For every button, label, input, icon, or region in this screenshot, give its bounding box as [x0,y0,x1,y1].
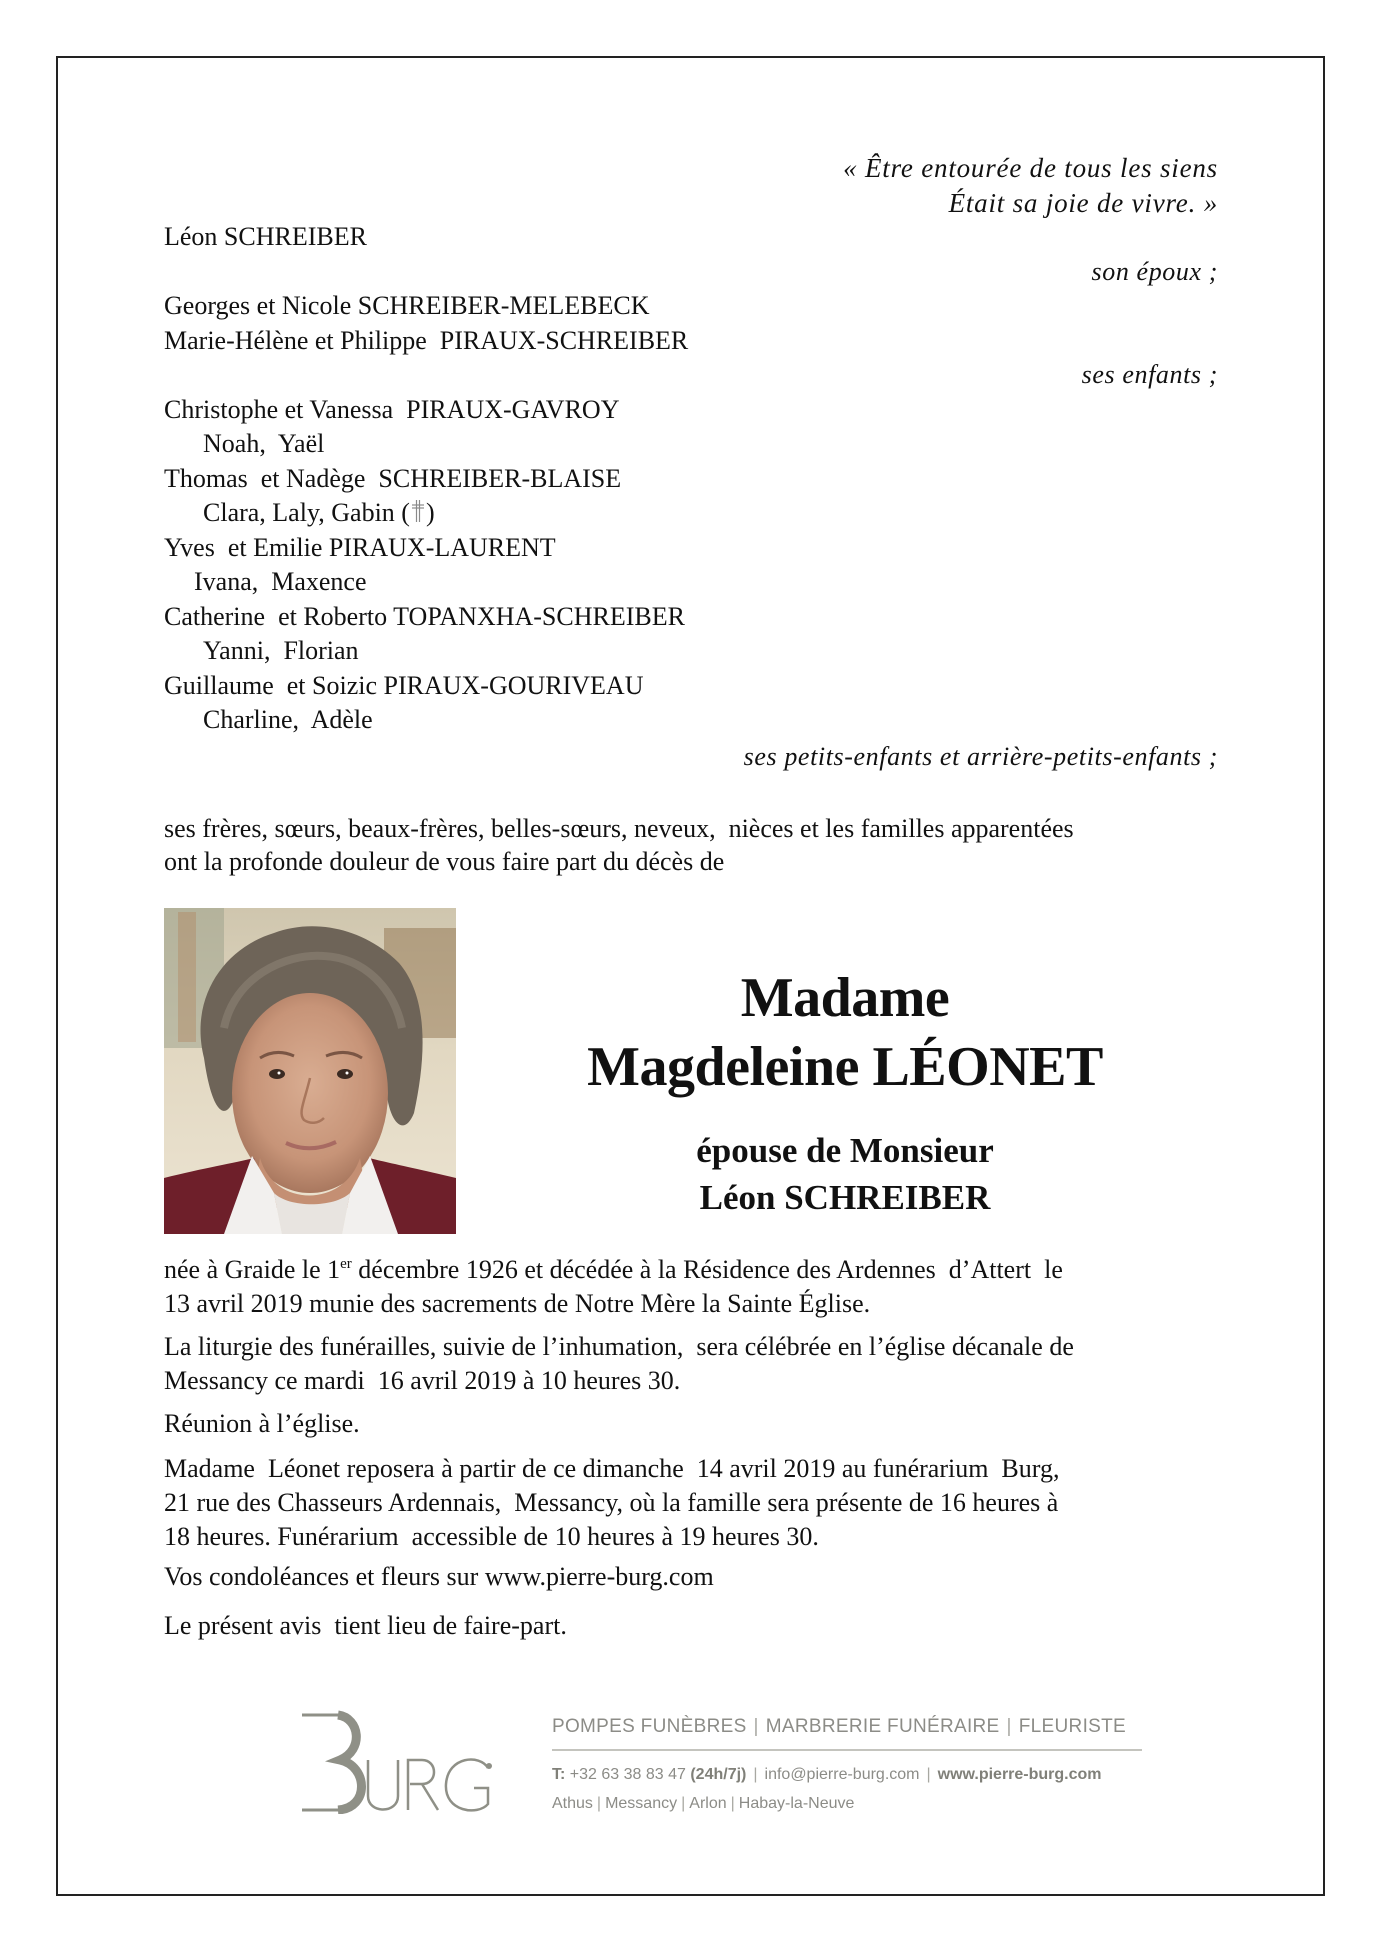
notice-line: Le présent avis tient lieu de faire-part. [164,1611,567,1640]
deceased-relation: épouse de Monsieur [696,1131,994,1170]
funeral-line-1: La liturgie des funérailles, suivie de l’inhumation, sera célébrée en l’église décanale de [164,1332,1074,1361]
deceased-title: Madame [740,967,950,1029]
ordinal-suffix: er [340,1256,352,1272]
grandchild-parents: Thomas et Nadège SCHREIBER-BLAISE [164,463,622,493]
location: Athus [552,1795,593,1812]
grandchildren-role: ses petits-enfants et arrière-petits-enfants ; [743,742,1218,771]
quote-line-2: Était sa joie de vivre. » [948,187,1218,218]
phone-label: T: [552,1766,566,1783]
grandchild-parents: Guillaume et Soizic PIRAUX-GOURIVEAU [164,670,644,700]
website-link[interactable]: www.pierre-burg.com [937,1766,1102,1783]
service-item: POMPES FUNÈBRES [552,1716,747,1737]
spouse-name: Léon SCHREIBER [164,222,367,251]
deceased-spouse: Léon SCHREIBER [699,1178,991,1217]
great-grandchildren-suffix: ) [425,498,435,527]
children-role: ses enfants ; [1081,360,1218,389]
separator: | [926,1766,931,1783]
great-grandchildren: Ivana, Maxence [194,567,367,596]
footer-divider [552,1749,1142,1751]
service-item: FLEURISTE [1018,1716,1126,1737]
burg-logo [298,1710,498,1814]
birth-death-line-2: 13 avril 2019 munie des sacrements de Notre Mère la Sainte Église. [164,1289,871,1318]
separator: | [681,1795,686,1812]
service-item: MARBRERIE FUNÉRAIRE [765,1716,1000,1737]
deceased-name: Magdeleine LÉONET [587,1036,1103,1098]
meeting-line: Réunion à l’église. [164,1409,360,1438]
birth-death-line-1 [164,1253,1063,1287]
services-header [552,1716,1126,1738]
email-link[interactable]: info@pierre-burg.com [764,1766,920,1783]
funeral-line-2: Messancy ce mardi 16 avril 2019 à 10 heures 30. [164,1366,681,1395]
location: Messancy [605,1795,678,1812]
location: Habay-la-Neuve [738,1795,855,1812]
phone-hours: (24h/7j) [690,1766,747,1783]
birth-text: née à Graide le 1 [164,1255,341,1284]
condolences-line: Vos condoléances et fleurs sur www.pierre-burg.com [164,1562,714,1591]
grandchild-parents: Yves et Emilie PIRAUX-LAURENT [164,532,556,562]
child-line: Georges et Nicole SCHREIBER-MELEBECK [164,291,650,320]
portrait-photo [164,908,456,1234]
great-grandchildren: Charline, Adèle [203,705,373,734]
child-line: Marie-Hélène et Philippe PIRAUX-SCHREIBER [164,325,689,355]
phone-number[interactable]: +32 63 38 83 47 [569,1766,686,1783]
spouse-role: son époux ; [1091,256,1218,286]
separator: | [753,1716,759,1737]
separator: | [596,1795,602,1812]
separator: | [1006,1716,1012,1737]
death-text: décembre 1926 et décédée à la Résidence des Ardennes d’Attert le [351,1255,1063,1284]
great-grandchildren: Yanni, Florian [203,636,359,665]
grandchild-parents: Catherine et Roberto TOPANXHA-SCHREIBER [164,601,685,631]
grandchild-parents: Christophe et Vanessa PIRAUX-GAVROY [164,394,620,424]
locations-line [552,1795,854,1813]
great-grandchildren [164,496,1218,531]
viewing-line-2: 21 rue des Chasseurs Ardennais, Messancy, où la famille sera présente de 16 heures à [164,1488,1059,1517]
contact-line [552,1766,1102,1784]
location: Arlon [689,1795,727,1812]
great-grandchildren: Noah, Yaël [203,429,325,458]
cross-icon [411,498,425,533]
separator: | [730,1795,735,1812]
quote-line-1: « Être entourée de tous les siens [843,153,1218,183]
separator: | [753,1766,758,1783]
viewing-line-3: 18 heures. Funérarium accessible de 10 heures à 19 heures 30. [164,1522,819,1551]
viewing-line-1: Madame Léonet reposera à partir de ce dimanche 14 avril 2019 au funérarium Burg, [164,1454,1060,1483]
great-grandchildren-names: Clara, Laly, Gabin ( [203,498,410,527]
extended-family-line-2: ont la profonde douleur de vous faire part du décès de [164,847,725,876]
extended-family-line-1: ses frères, sœurs, beaux-frères, belles-sœurs, neveux, nièces et les familles apparentées [164,814,1074,843]
